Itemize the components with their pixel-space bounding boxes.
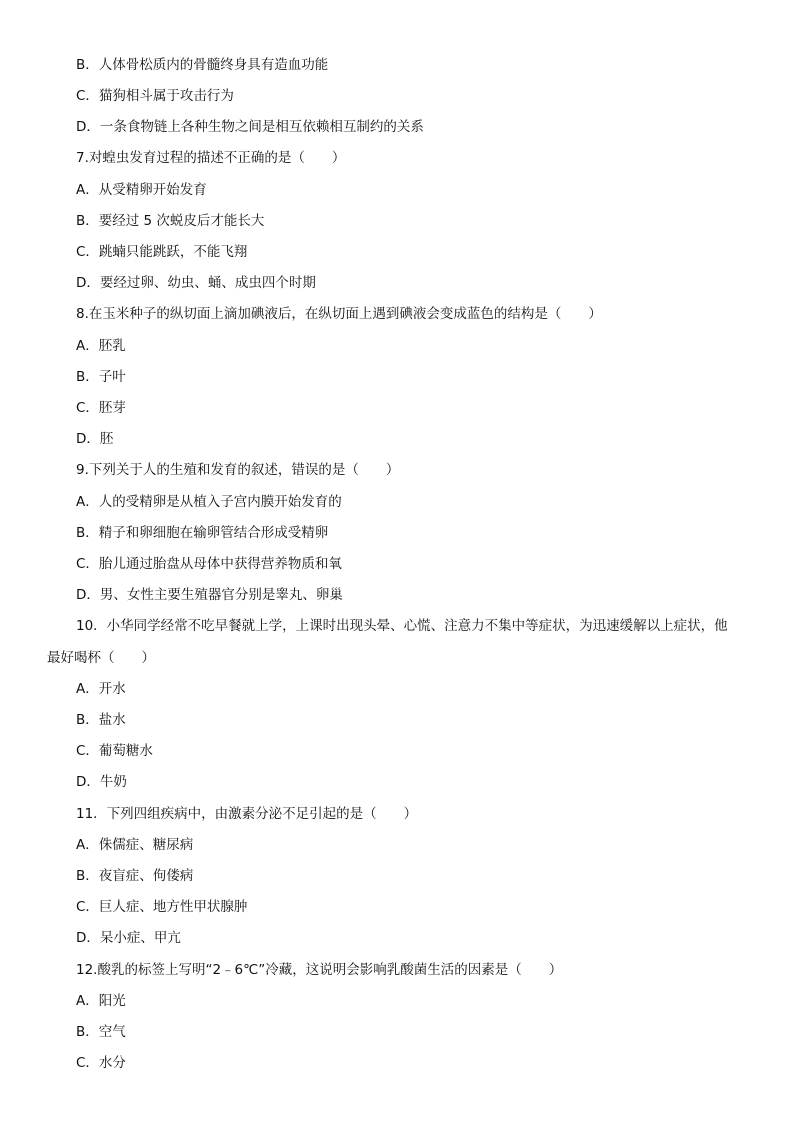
question-line: 7.对蝗虫发育过程的描述不正确的是（ ） bbox=[76, 150, 346, 166]
option-line: D．一条食物链上各种生物之间是相互依赖相互制约的关系 bbox=[76, 119, 424, 135]
option-line: A．阳光 bbox=[76, 993, 126, 1009]
option-line: D．胚 bbox=[76, 431, 114, 447]
option-line: A．开水 bbox=[76, 681, 126, 697]
question-line: 9.下列关于人的生殖和发育的叙述，错误的是（ ） bbox=[76, 462, 400, 478]
option-line: D．牛奶 bbox=[76, 774, 127, 790]
option-line: D．男、女性主要生殖器官分别是睾丸、卵巢 bbox=[76, 587, 343, 603]
option-line: B．精子和卵细胞在输卵管结合形成受精卵 bbox=[76, 525, 329, 541]
question-line: 8.在玉米种子的纵切面上滴加碘液后，在纵切面上遇到碘液会变成蓝色的结构是（ ） bbox=[76, 306, 602, 322]
option-line: C．巨人症、地方性甲状腺肿 bbox=[76, 899, 248, 915]
question-line: 11．下列四组疾病中，由激素分泌不足引起的是（ ） bbox=[76, 806, 418, 822]
option-line: B．人体骨松质内的骨髓终身具有造血功能 bbox=[76, 57, 329, 73]
option-line: C．葡萄糖水 bbox=[76, 743, 153, 759]
option-line: D．呆小症、甲亢 bbox=[76, 930, 181, 946]
option-line: A．从受精卵开始发育 bbox=[76, 182, 207, 198]
option-line: A．人的受精卵是从植入子宫内膜开始发育的 bbox=[76, 494, 342, 510]
option-line: B．盐水 bbox=[76, 712, 126, 728]
option-line: B．子叶 bbox=[76, 369, 126, 385]
option-line: A．侏儒症、糖尿病 bbox=[76, 837, 194, 853]
option-line: A．胚乳 bbox=[76, 338, 126, 354]
option-line: C．胎儿通过胎盘从母体中获得营养物质和氧 bbox=[76, 556, 342, 572]
option-line: B．要经过 5 次蜕皮后才能长大 bbox=[76, 213, 265, 229]
question-continuation-line: 最好喝杯（ ） bbox=[47, 650, 155, 666]
option-line: B．空气 bbox=[76, 1024, 126, 1040]
option-line: B．夜盲症、佝偻病 bbox=[76, 868, 194, 884]
question-line: 12.酸乳的标签上写明“2﹣6℃”冷藏，这说明会影响乳酸菌生活的因素是（ ） bbox=[76, 962, 563, 978]
option-line: D．要经过卵、幼虫、蛹、成虫四个时期 bbox=[76, 275, 316, 291]
option-line: C．胚芽 bbox=[76, 400, 126, 416]
option-line: C．猫狗相斗属于攻击行为 bbox=[76, 88, 234, 104]
option-line: C．跳蝻只能跳跃，不能飞翔 bbox=[76, 244, 248, 260]
question-line: 10．小华同学经常不吃早餐就上学，上课时出现头晕、心慌、注意力不集中等症状，为迅速缓解以上症状，他 bbox=[76, 618, 728, 634]
option-line: C．水分 bbox=[76, 1055, 126, 1071]
